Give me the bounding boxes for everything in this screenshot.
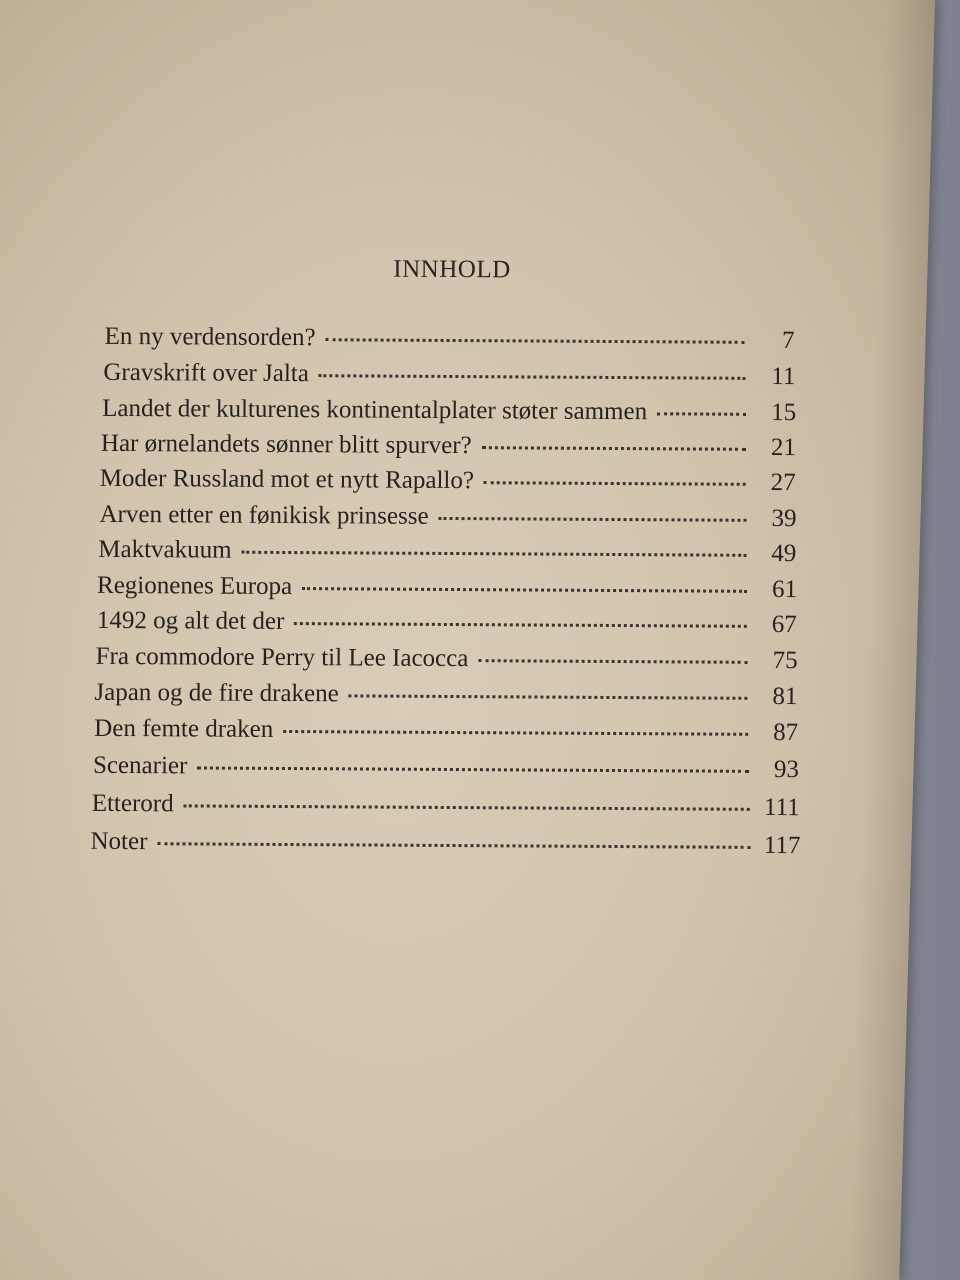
toc-entry-title: En ny verdensorden? (104, 322, 316, 352)
toc-entry-title: Landet der kulturenes kontinentalplater støter sammen (102, 394, 648, 426)
toc-entry-page: 7 (782, 327, 795, 355)
toc-entry (102, 395, 796, 431)
toc-entry (94, 679, 797, 715)
dot-leader (302, 587, 747, 593)
toc-entry-title: Den femte draken (94, 714, 274, 743)
toc-entry (104, 323, 794, 359)
toc-entry (103, 359, 795, 395)
dot-leader (439, 517, 747, 522)
dot-leader (484, 481, 746, 486)
dot-leader (294, 622, 747, 628)
dot-leader (157, 842, 750, 849)
toc-entry-title: Japan og de fire drakene (94, 678, 339, 708)
dot-leader (482, 446, 746, 451)
toc-entry (97, 607, 797, 643)
toc-entry-title: Fra commodore Perry til Lee Iacocca (95, 642, 469, 673)
toc-entry-title: Scenarier (92, 751, 188, 780)
toc-entry-page: 75 (772, 646, 798, 675)
dot-leader (184, 804, 750, 810)
toc-entry-page: 39 (771, 504, 797, 533)
dot-leader (319, 374, 746, 380)
toc-entry-page: 81 (772, 682, 798, 711)
toc-entry-page: 61 (771, 575, 798, 604)
toc-entry-title: Arven etter en fønikisk prinsesse (99, 500, 429, 530)
toc-entry-title: 1492 og alt det der (96, 606, 285, 635)
toc-entry-title: Regionenes Europa (97, 571, 293, 601)
dot-leader (283, 730, 748, 736)
dot-leader (349, 694, 748, 699)
toc-entry-title: Har ørnelandets sønner blitt spurver? (100, 429, 472, 460)
toc-entry (90, 828, 800, 864)
toc-entry-page: 21 (770, 433, 797, 462)
toc-entry (100, 465, 796, 501)
toc-entry (93, 752, 799, 788)
toc-entry (99, 501, 796, 537)
toc-entry-title: Moder Russland mot et nytt Rapallo? (99, 464, 475, 495)
toc-entry-page: 11 (771, 362, 796, 391)
dot-leader (197, 766, 749, 772)
toc-entry (101, 430, 796, 466)
toc-entry-title: Noter (90, 827, 148, 856)
toc-entry (94, 715, 798, 751)
toc-entry-page: 27 (770, 468, 796, 497)
dot-leader (657, 412, 746, 416)
toc-entry (96, 643, 798, 679)
toc-heading: INNHOLD (393, 255, 511, 284)
toc-entry-page: 93 (773, 755, 800, 784)
toc-entry-page: 111 (764, 793, 800, 822)
toc-entry (92, 790, 800, 826)
toc-entry-page: 67 (771, 610, 797, 639)
toc-entry-page: 15 (771, 398, 797, 427)
dot-leader (242, 551, 747, 557)
toc-entry-page: 87 (773, 718, 799, 747)
toc-entry (97, 572, 797, 608)
dot-leader (478, 659, 747, 664)
toc-entry (98, 536, 796, 572)
toc-entry-title: Maktvakuum (98, 535, 232, 564)
toc-entry-title: Gravskrift over Jalta (103, 358, 309, 388)
toc-entry-page: 49 (771, 539, 797, 568)
toc-entry-page: 117 (763, 831, 801, 860)
toc-entry-title: Etterord (91, 789, 174, 818)
dot-leader (326, 338, 745, 344)
